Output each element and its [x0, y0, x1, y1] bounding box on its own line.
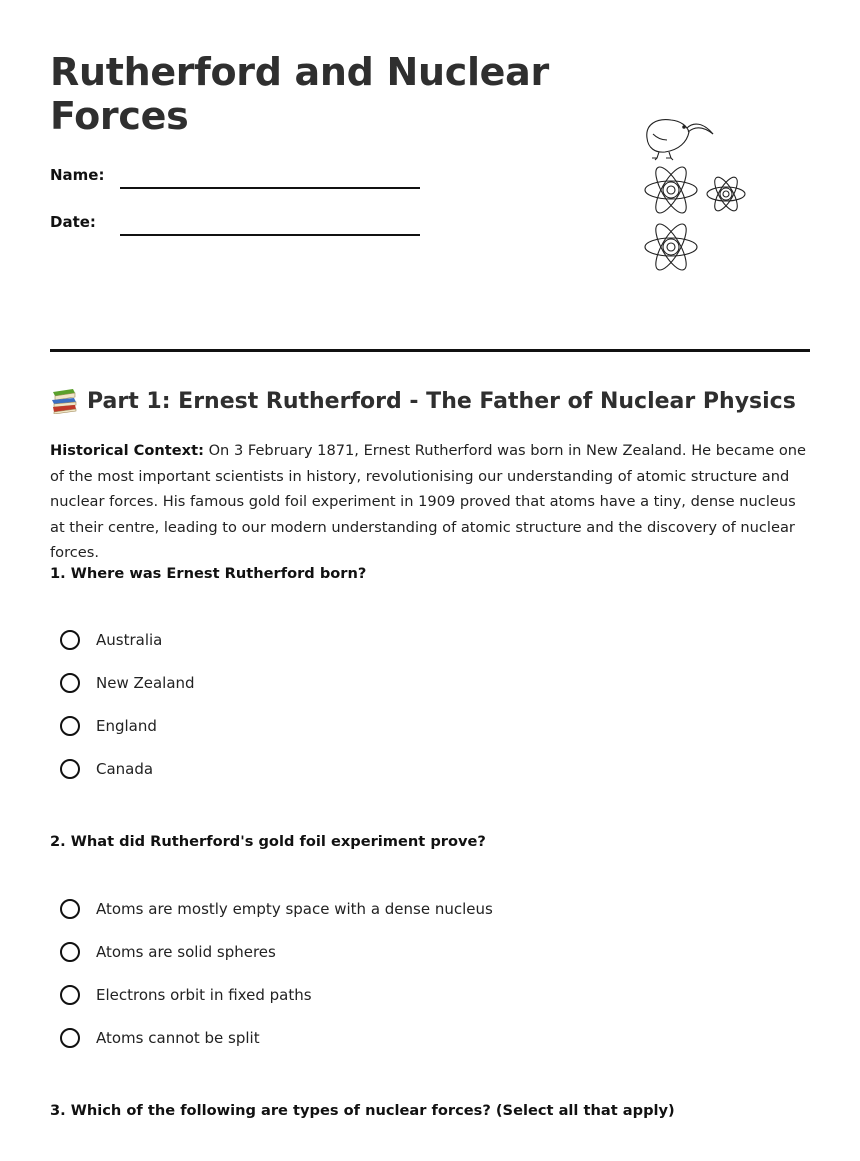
q2-option-fixed-paths[interactable] — [60, 982, 312, 1008]
q2-option-cannot-split[interactable] — [60, 1025, 260, 1051]
historical-context — [50, 438, 810, 566]
q2-option-solid-spheres[interactable] — [60, 939, 276, 965]
books-icon — [50, 388, 78, 414]
option-label: Atoms are solid spheres — [96, 943, 276, 961]
q2-option-empty-space[interactable] — [60, 896, 493, 922]
radio-button[interactable] — [60, 1028, 80, 1048]
date-label: Date: — [50, 213, 96, 231]
context-label: Historical Context: — [50, 442, 204, 459]
section-divider — [50, 349, 810, 352]
name-label: Name: — [50, 166, 105, 184]
radio-button[interactable] — [60, 716, 80, 736]
radio-button[interactable] — [60, 630, 80, 650]
context-text: On 3 February 1871, Ernest Rutherford was born in New Zealand. He became one of the most important scientists in history, revolutionising our understanding of atomic structure and nuclear forces. His famous gold foil experiment in 1909 proved that atoms have a tiny, dense nucleus at their centre, leading to our modern understanding of atomic structure and the discovery of nuclear forces. — [50, 442, 806, 561]
option-label: Canada — [96, 760, 154, 778]
radio-button[interactable] — [60, 759, 80, 779]
q1-option-canada[interactable] — [60, 756, 153, 782]
option-label: Atoms are mostly empty space with a dense nucleus — [96, 900, 493, 918]
option-label: England — [96, 717, 157, 735]
question-2: 2. What did Rutherford's gold foil experiment prove? — [50, 833, 486, 850]
kiwi-bird-icon — [647, 120, 713, 160]
clipart-group — [635, 110, 765, 280]
q1-option-australia[interactable] — [60, 627, 162, 653]
atom-icon — [645, 220, 697, 274]
page-title: Rutherford and Nuclear Forces — [50, 50, 549, 138]
option-label: Atoms cannot be split — [96, 1029, 260, 1047]
radio-button[interactable] — [60, 899, 80, 919]
q1-option-england[interactable] — [60, 713, 157, 739]
radio-button[interactable] — [60, 942, 80, 962]
question-1: 1. Where was Ernest Rutherford born? — [50, 565, 367, 582]
question-3: 3. Which of the following are types of nuclear forces? (Select all that apply) — [50, 1102, 675, 1119]
radio-button[interactable] — [60, 985, 80, 1005]
part1-heading-text: Part 1: Ernest Rutherford - The Father of Nuclear Physics — [87, 388, 796, 414]
part1-heading — [50, 388, 796, 414]
radio-button[interactable] — [60, 673, 80, 693]
option-label: Australia — [96, 631, 163, 649]
option-label: New Zealand — [96, 674, 195, 692]
option-label: Electrons orbit in fixed paths — [96, 986, 312, 1004]
date-line[interactable] — [120, 234, 420, 236]
name-line[interactable] — [120, 187, 420, 189]
q1-option-new-zealand[interactable] — [60, 670, 195, 696]
atom-icon — [645, 163, 697, 217]
atom-icon — [707, 174, 745, 214]
